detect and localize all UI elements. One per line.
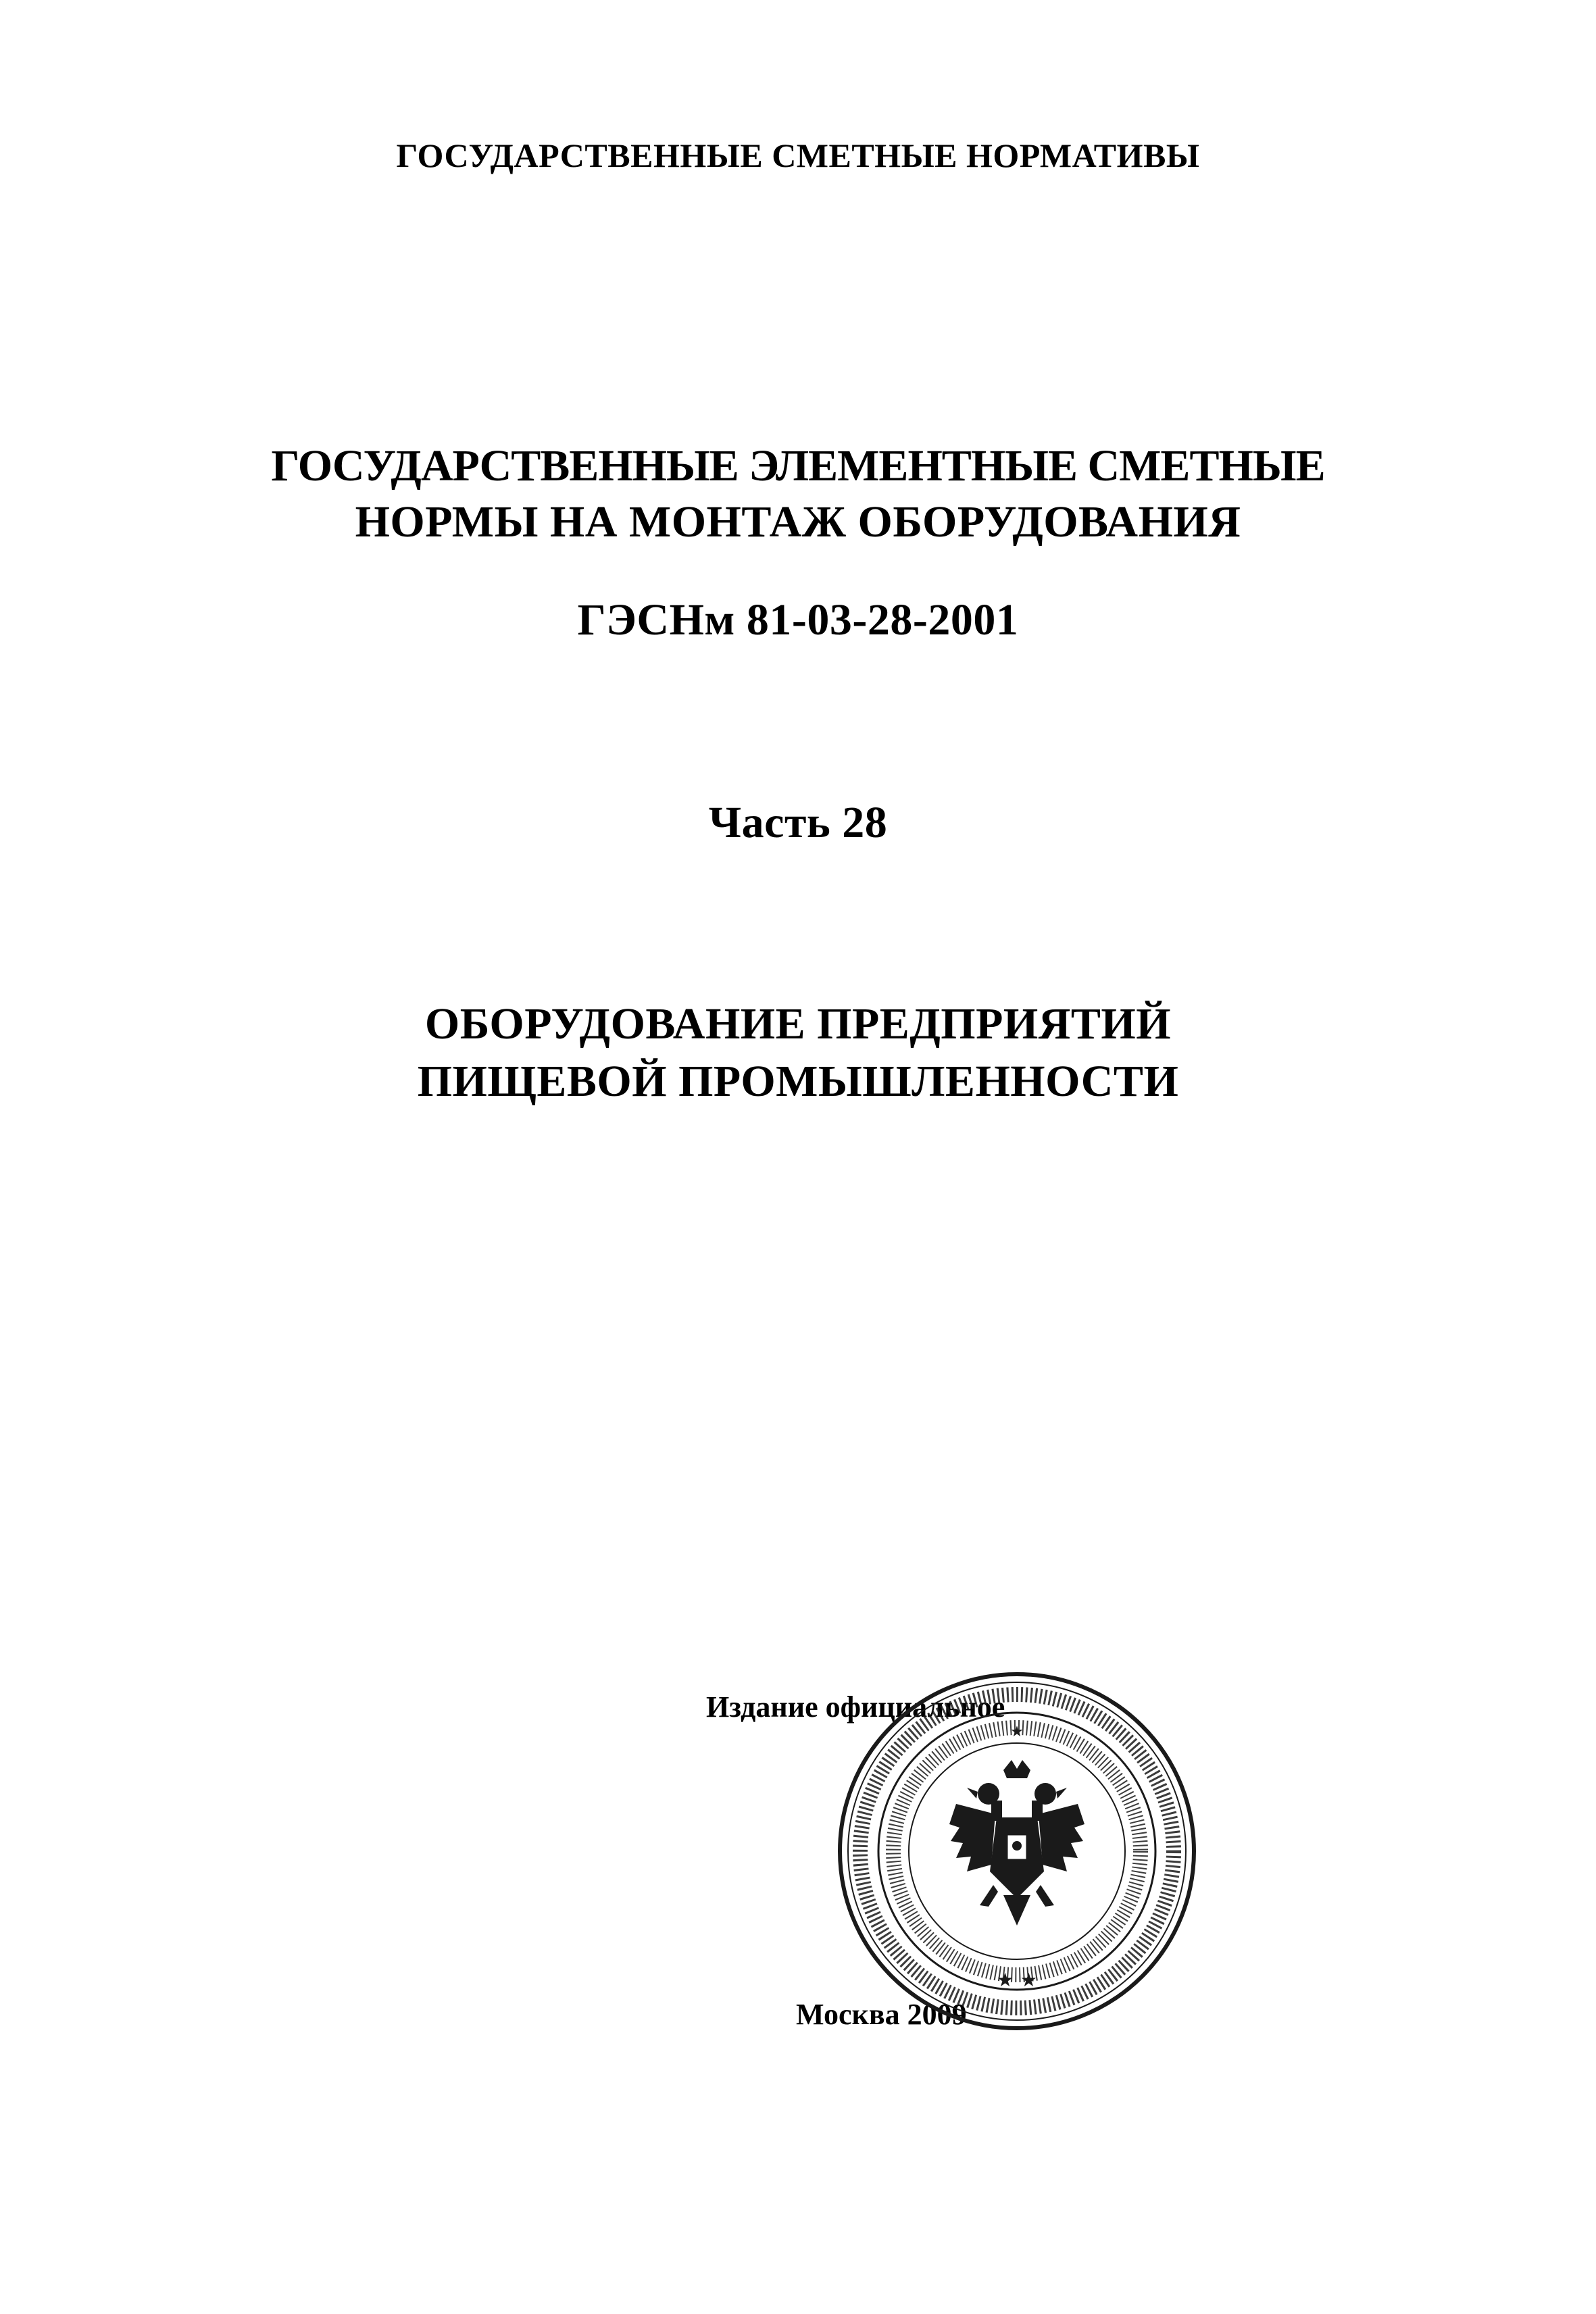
city-year: Москва 2009 (796, 1998, 967, 2031)
document-code: ГЭСНм 81-03-28-2001 (577, 595, 1019, 645)
main-title-line-1: ГОСУДАРСТВЕННЫЕ ЭЛЕМЕНТНЫЕ СМЕТНЫЕ (271, 441, 1325, 491)
official-seal-icon (834, 1669, 1199, 2034)
subject-line-1: ОБОРУДОВАНИЕ ПРЕДПРИЯТИЙ (424, 999, 1172, 1049)
svg-text:★ ★: ★ ★ (997, 1969, 1037, 1991)
main-title-line-2: НОРМЫ НА МОНТАЖ ОБОРУДОВАНИЯ (355, 497, 1241, 547)
edition-label: Издание официальное (706, 1690, 1005, 1724)
svg-text:★: ★ (1010, 1724, 1024, 1740)
part-number: Часть 28 (708, 798, 888, 847)
subject-line-2: ПИЩЕВОЙ ПРОМЫШЛЕННОСТИ (417, 1057, 1179, 1106)
series-title: ГОСУДАРСТВЕННЫЕ СМЕТНЫЕ НОРМАТИВЫ (396, 136, 1200, 174)
